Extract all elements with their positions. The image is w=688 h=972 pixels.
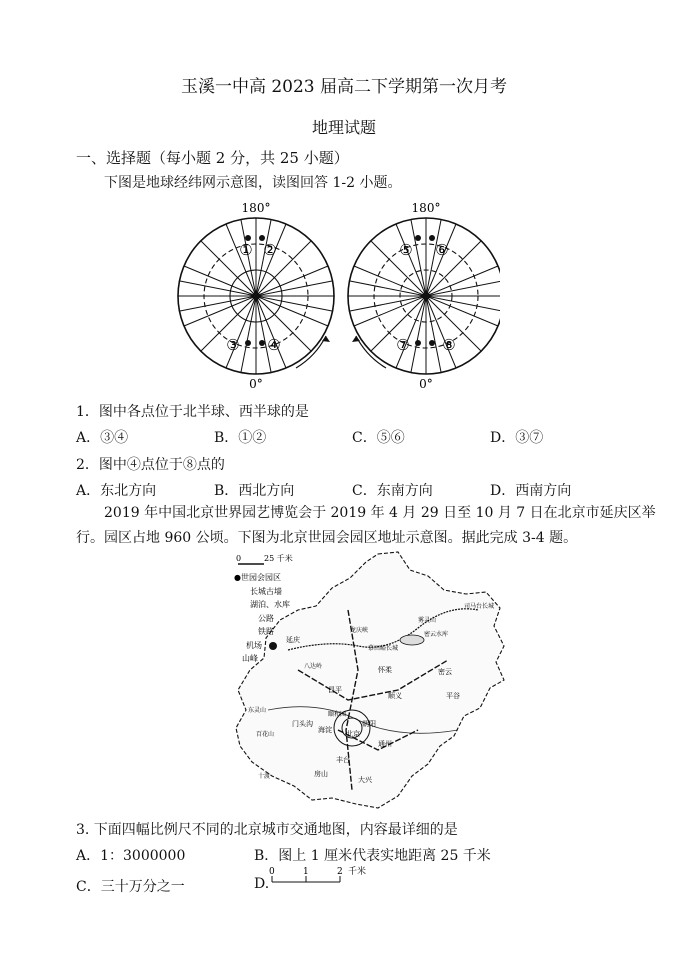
place-pinggu: 平谷 <box>446 692 460 700</box>
section-heading: 一、选择题（每小题 2 分，共 25 小题） <box>76 149 349 167</box>
place-mentougou: 门头沟 <box>292 720 313 728</box>
q3-option-d-scale <box>268 864 388 890</box>
scale-zero: 0 <box>236 554 242 563</box>
q3-option-c: C．三十万分之一 <box>76 879 185 895</box>
scale-tick-0: 0 <box>269 867 275 877</box>
place-miyun: 密云 <box>438 668 452 676</box>
scale-25km: 25 千米 <box>264 554 293 563</box>
q2-option-b: B．西北方向 <box>214 483 295 499</box>
left-globe <box>178 218 334 374</box>
place-chaoyang: 朝阳 <box>362 720 376 728</box>
place-beijing: 北京 <box>346 730 360 738</box>
left-bottom-label: 0° <box>249 377 263 391</box>
left-top-label: 180° <box>241 201 271 215</box>
q1-stem: 1．图中各点位于北半球、西半球的是 <box>76 404 309 420</box>
scale-unit: 千米 <box>348 867 367 877</box>
place-fengtai: 丰台 <box>336 756 350 764</box>
scale-tick-2: 2 <box>337 867 343 877</box>
place-shunyi: 顺义 <box>388 692 402 700</box>
place-miyun-reservoir: 密云水库 <box>424 631 449 638</box>
scale-tick-1: 1 <box>303 867 309 877</box>
legend-lake: 湖泊、水库 <box>250 600 290 609</box>
right-bottom-label: 0° <box>419 377 433 391</box>
place-simatai: 司马台长城 <box>464 603 495 610</box>
place-shidu: 十渡 <box>258 773 271 780</box>
passage-line-1: 2019 年中国北京世界园艺博览会于 2019 年 4 月 29 日至 10 月 7 日在北京市延庆区举 <box>104 505 656 521</box>
place-badaling: 八达岭 <box>304 663 323 670</box>
q3-stem: 3. 下面四幅比例尺不同的北京城市交通地图，内容最详细的是 <box>76 822 458 838</box>
legend-great-wall: 长城古墙 <box>250 587 282 596</box>
point-2-label: ② <box>263 241 277 259</box>
point-8-label: ⑧ <box>442 336 456 354</box>
q2-stem: 2．图中④点位于⑧点的 <box>76 457 225 473</box>
place-huairou: 怀柔 <box>378 666 392 674</box>
place-daxing: 大兴 <box>358 776 372 784</box>
place-fangshan: 房山 <box>314 770 328 778</box>
place-tongzhou: 通州 <box>378 740 392 748</box>
q1-option-c: C．⑤⑥ <box>352 430 405 446</box>
q2-option-a: A．东北方向 <box>76 483 157 499</box>
point-4-label: ④ <box>267 336 281 354</box>
graticule-figure <box>170 198 500 393</box>
right-globe <box>348 218 500 374</box>
place-haidian: 海淀 <box>318 726 332 734</box>
place-baihuashan: 百花山 <box>256 731 275 738</box>
point-7-label: ⑦ <box>396 336 410 354</box>
intro-1-2: 下图是地球经纬网示意图，读图回答 1-2 小题。 <box>104 175 402 191</box>
point-3-label: ③ <box>226 336 240 354</box>
beijing-map <box>228 550 520 812</box>
q1-option-b: B．①② <box>214 430 267 446</box>
legend-expo: ●世园会园区 <box>234 573 281 582</box>
passage-line-2: 行。园区占地 960 公顷。下图为北京世园会园区地址示意图。据此完成 3-4 题。 <box>76 530 578 546</box>
legend-road: 公路 <box>258 614 274 623</box>
place-longqingxia: 龙庆峡 <box>350 627 369 634</box>
q2-option-c: C．东南方向 <box>352 483 433 499</box>
place-summer-palace: 颐和园 <box>328 711 347 718</box>
place-donglingshan: 东灵山 <box>248 707 267 714</box>
place-mutianyu: 慕田峪长城 <box>368 645 399 652</box>
place-wulingshan: 雾灵山 <box>418 617 437 624</box>
legend-railway: 铁路 <box>258 627 274 636</box>
point-1-label: ① <box>239 241 253 259</box>
point-6-label: ⑥ <box>435 241 449 259</box>
legend-airport: 机场 <box>246 641 262 650</box>
q1-option-a: A．③④ <box>76 430 129 446</box>
exam-title: 玉溪一中高 2023 届高二下学期第一次月考 <box>180 77 508 97</box>
place-changping: 昌平 <box>328 686 342 694</box>
q2-option-d: D．西南方向 <box>490 483 572 499</box>
q3-option-b: B．图上 1 厘米代表实地距离 25 千米 <box>254 848 491 864</box>
legend-peak: 山峰 <box>242 654 258 663</box>
right-top-label: 180° <box>411 201 441 215</box>
q3-option-a: A．1：3000000 <box>76 848 186 864</box>
point-5-label: ⑤ <box>399 241 413 259</box>
exam-subtitle: 地理试题 <box>311 118 376 137</box>
place-yanqing: 延庆 <box>286 636 300 644</box>
q3-option-d-prefix: D. <box>254 876 270 892</box>
q1-option-d: D．③⑦ <box>490 430 544 446</box>
